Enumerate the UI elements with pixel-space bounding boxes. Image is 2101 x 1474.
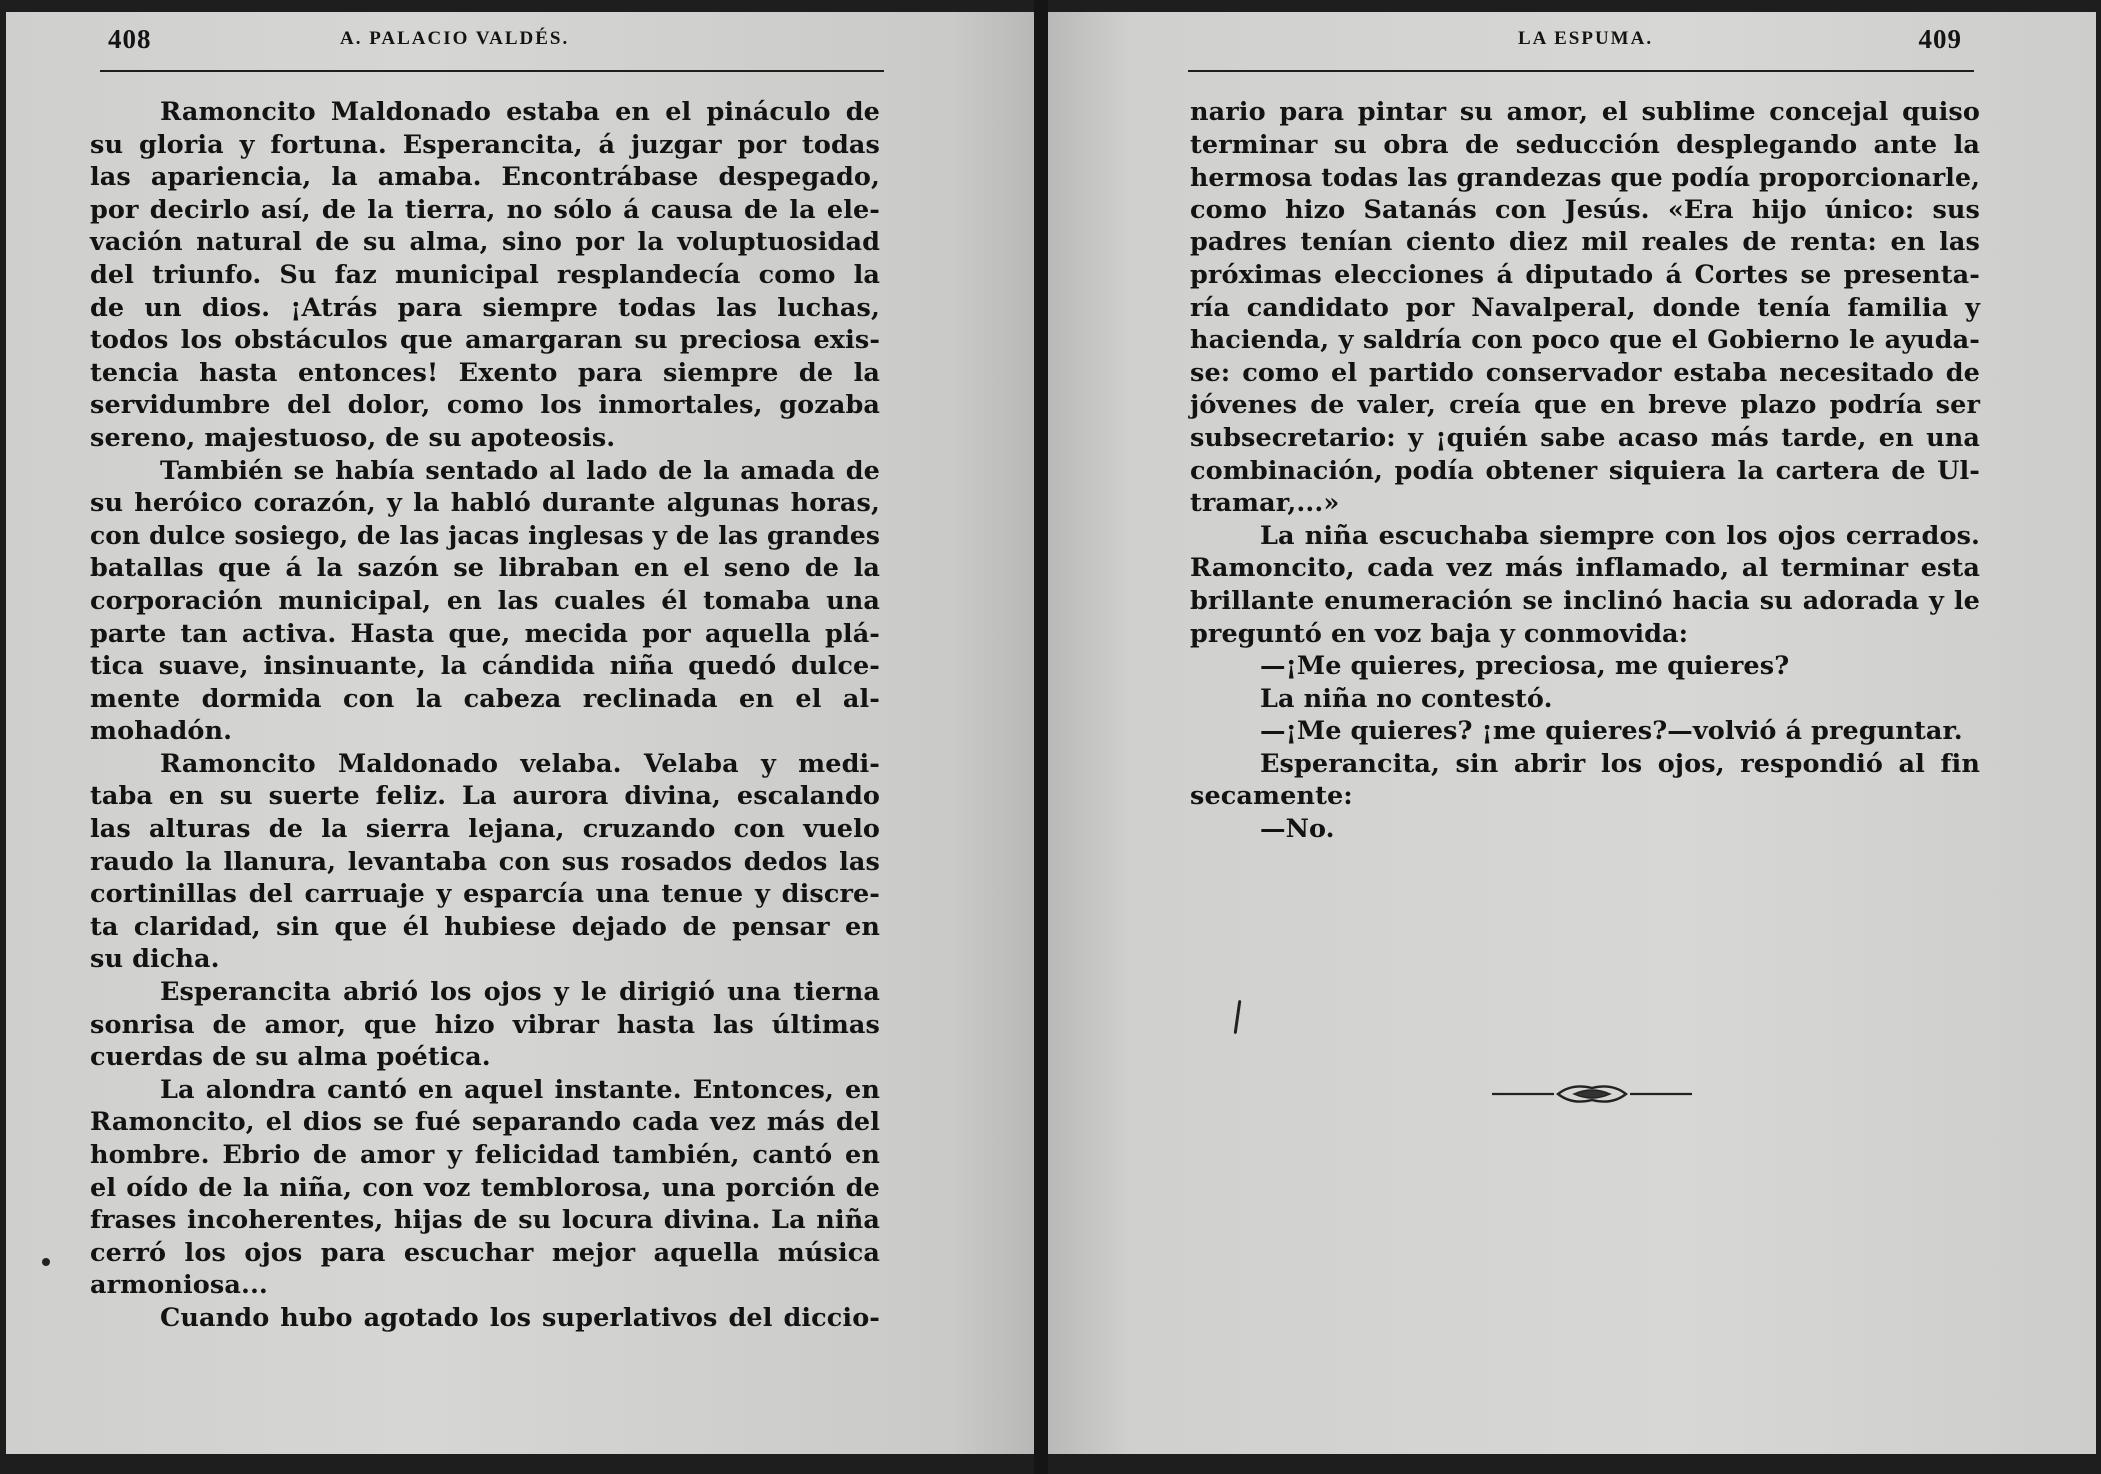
ink-speck xyxy=(42,1258,50,1266)
text-line: Ramoncito Maldonado velaba. Velaba y medi- xyxy=(160,748,880,779)
text-line: hombre. Ebrio de amor y felicidad también, cantó en xyxy=(90,1140,880,1170)
end-ornament-icon xyxy=(1492,1080,1692,1108)
left-running-head: A. PALACIO VALDÉS. xyxy=(340,28,570,49)
text-line: Esperancita, sin abrir los ojos, respondió al fin xyxy=(1260,748,1980,779)
book-gutter xyxy=(1034,0,1048,1474)
text-line: cuerdas de su alma poética. xyxy=(90,1042,491,1073)
text-line: su heróico corazón, y la habló durante algunas horas, xyxy=(90,488,880,519)
text-line: el oído de la niña, con voz temblorosa, una porción de xyxy=(90,1172,880,1203)
text-line: cortinillas del carruaje y esparcía una tenue y discre- xyxy=(90,879,880,910)
text-line: También se había sentado al lado de la amada de xyxy=(160,455,880,486)
text-line: Ramoncito, el dios se fué separando cada vez más del xyxy=(90,1107,880,1138)
text-line: se: como el partido conservador estaba necesitado de xyxy=(1190,357,1980,388)
text-line: La niña escuchaba siempre con los ojos cerrados. xyxy=(1260,520,1980,551)
text-line: frases incoherentes, hijas de su locura divina. La niña xyxy=(90,1205,880,1236)
text-line: tramar,...» xyxy=(1190,488,1340,519)
text-line: combinación, podía obtener siquiera la cartera de Ul- xyxy=(1190,455,1980,486)
text-line: las apariencia, la amaba. Encontrábase despegado, xyxy=(90,162,880,193)
text-line: taba en su suerte feliz. La aurora divina, escalando xyxy=(90,781,880,812)
text-line: de un dios. ¡Atrás para siempre todas las luchas, xyxy=(90,292,880,323)
text-line: sereno, majestuoso, de su apoteosis. xyxy=(90,422,616,453)
text-line: nario para pintar su amor, el sublime concejal quiso xyxy=(1190,97,1980,127)
text-line: tica suave, insinuante, la cándida niña quedó dulce- xyxy=(90,651,880,682)
text-line: preguntó en voz baja y conmovida: xyxy=(1190,618,1689,649)
text-line: hermosa todas las grandezas que podía proporcionarle, xyxy=(1190,162,1980,193)
text-line: sonrisa de amor, que hizo vibrar hasta las últimas xyxy=(90,1009,880,1040)
text-line: —¡Me quieres? ¡me quieres?—volvió á preguntar. xyxy=(1260,716,1963,747)
text-line: Ramoncito Maldonado estaba en el pináculo de xyxy=(160,97,880,127)
text-line: jóvenes de valer, creía que en breve plazo podría ser xyxy=(1190,390,1980,421)
text-line: batallas que á la sazón se libraban en el seno de la xyxy=(90,553,880,584)
text-line: su dicha. xyxy=(90,944,220,975)
text-line: secamente: xyxy=(1190,781,1353,812)
text-line: mente dormida con la cabeza reclinada en el al- xyxy=(90,683,880,714)
right-running-head: LA ESPUMA. xyxy=(1518,28,1654,49)
text-line: parte tan activa. Hasta que, mecida por aquella plá- xyxy=(90,618,880,649)
text-line: Cuando hubo agotado los superlativos del diccio- xyxy=(160,1302,880,1333)
text-line: por decirlo así, de la tierra, no sólo á causa de la ele- xyxy=(90,194,880,225)
text-line: cerró los ojos para escuchar mejor aquella música xyxy=(90,1237,880,1268)
right-header-rule xyxy=(1188,70,1974,72)
text-line: terminar su obra de seducción desplegando ante la xyxy=(1190,129,1980,160)
text-line: servidumbre del dolor, como los inmortales, gozaba xyxy=(90,390,880,421)
text-line: —¡Me quieres, preciosa, me quieres? xyxy=(1260,651,1790,682)
left-page-text xyxy=(90,96,880,1335)
text-line: vación natural de su alma, sino por la voluptuosidad xyxy=(90,227,880,258)
text-line: —No. xyxy=(1260,814,1335,845)
right-page-header xyxy=(1188,24,1974,64)
text-line: ta claridad, sin que él hubiese dejado de pensar en xyxy=(90,911,880,942)
text-line: las alturas de la sierra lejana, cruzando con vuelo xyxy=(90,814,880,845)
text-line: con dulce sosiego, de las jacas inglesas y de las grandes xyxy=(90,520,880,550)
text-line: subsecretario: y ¡quién sabe acaso más tarde, en una xyxy=(1190,422,1980,453)
text-line: La alondra cantó en aquel instante. Entonces, en xyxy=(160,1074,880,1105)
text-line: Ramoncito, cada vez más inflamado, al terminar esta xyxy=(1190,553,1980,584)
text-line: armoniosa... xyxy=(90,1270,268,1301)
text-line: del triunfo. Su faz municipal resplandecía como la xyxy=(90,259,880,290)
text-line: mohadón. xyxy=(90,716,233,747)
left-page-number: 408 xyxy=(108,24,152,54)
text-line: corporación municipal, en las cuales él tomaba una xyxy=(90,585,880,616)
text-line: su gloria y fortuna. Esperancita, á juzgar por todas xyxy=(90,129,880,160)
right-page-number: 409 xyxy=(1918,24,1962,54)
text-line: tencia hasta entonces! Exento para siempre de la xyxy=(90,357,880,388)
text-line: La niña no contestó. xyxy=(1260,683,1553,714)
text-line: Esperancita abrió los ojos y le dirigió una tierna xyxy=(160,977,880,1008)
text-line: próximas elecciones á diputado á Cortes se presenta- xyxy=(1190,259,1980,290)
right-page-text xyxy=(1190,96,1980,846)
text-line: ría candidato por Navalperal, donde tenía familia y xyxy=(1190,292,1980,323)
text-line: todos los obstáculos que amargaran su preciosa exis- xyxy=(90,325,880,356)
left-page-header xyxy=(100,24,884,64)
text-line: como hizo Satanás con Jesús. «Era hijo único: sus xyxy=(1190,194,1980,225)
text-line: brillante enumeración se inclinó hacia su adorada y le xyxy=(1190,585,1980,616)
text-line: padres tenían ciento diez mil reales de renta: en las xyxy=(1190,227,1980,258)
text-line: raudo la llanura, levantaba con sus rosados dedos las xyxy=(90,846,880,877)
left-header-rule xyxy=(100,70,884,72)
text-line: hacienda, y saldría con poco que el Gobierno le ayuda- xyxy=(1190,325,1980,356)
